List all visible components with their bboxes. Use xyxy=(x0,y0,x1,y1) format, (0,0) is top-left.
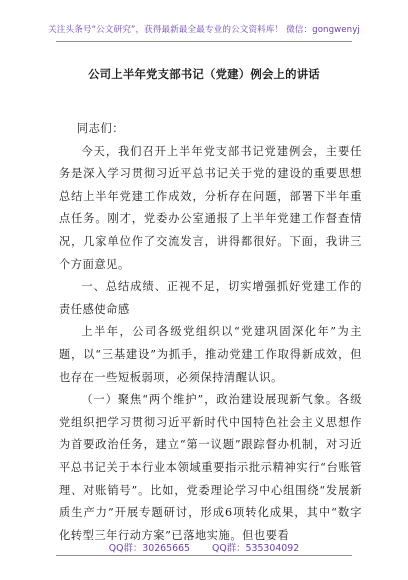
header-promo-note: 关注头条号“公文研究”，获得最新最全最专业的公文资料库！ 微信：gongwenyj xyxy=(48,25,360,35)
document-body xyxy=(59,118,362,547)
footer-divider xyxy=(56,555,352,556)
paragraph-political-building: （一）聚焦“两个维护”，政治建设展现新气象。各级党组织把学习贯彻习近平新时代中国特色社会主义思想作为首要政治任务，建立“第一议题”跟踪督办机制，对习近平总书记关于本行业本领域重要指示批示精神实行“台账管理、对账销号”。比如，党委理论学习中心组围绕“发展新质生产力”开展专题研讨，形成6项转化成果，其中“数字化转型三年行动方案”已落地实施。但也要看 xyxy=(59,393,362,542)
document-title: 公司上半年党支部书记（党建）例会上的讲话 xyxy=(88,67,320,81)
paragraph-overview: 上半年，公司各级党组织以“党建巩固深化年”为主题，以“三基建设”为抓手，推动党建工作取得新成效，但也存在一些短板弱项，必须保持清醒认识。 xyxy=(59,325,362,384)
footer-qq-group-2: QQ群：535304092 xyxy=(212,543,300,554)
paragraph-intro: 今天，我们召开上半年党支部书记党建例会，主要任务是深入学习贯彻习近平总书记关于党的建设的重要思想总结上半年党建工作成效，分析存在问题，部署下半年重点任务。刚才，党委办公室通报了上半年党建工作督查情况，几家单位作了交流发言，讲得都很好。下面，我讲三个方面意见。 xyxy=(59,144,362,271)
footer-qq-group-1: QQ群：30265665 xyxy=(108,543,191,554)
header-divider xyxy=(56,41,352,42)
salutation: 同志们： xyxy=(76,122,125,135)
section-heading-1: 一、总结成绩、正视不足，切实增强抓好党建工作的责任感使命感 xyxy=(59,280,362,316)
footer-qq-groups xyxy=(0,540,408,554)
